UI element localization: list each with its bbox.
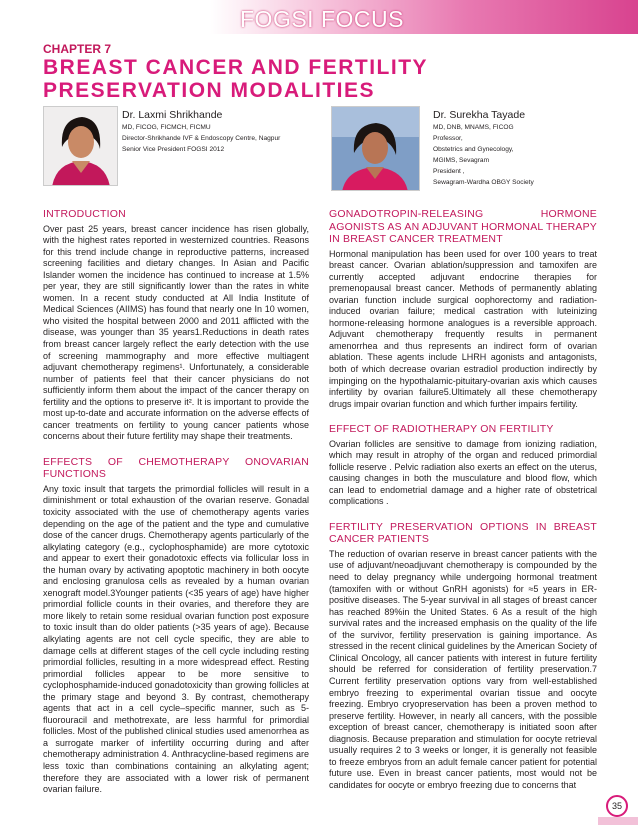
section-heading-chemotherapy: EFFECTS OF CHEMOTHERAPY ONOVARIAN FUNCTIONS (43, 455, 309, 481)
page-number: 35 (606, 795, 628, 817)
author-institution: MGIMS, Sevagram (433, 157, 490, 164)
author-photo-tayade (331, 106, 420, 191)
author-name: Dr. Surekha Tayade (433, 109, 526, 121)
chemotherapy-paragraph: Any toxic insult that targets the primordial follicles will result in a diminishment or total exhaustion of the ovarian reserve. Gonadal toxicity associated with the use of chemotherapy agents varies depending on the age of the patient and the type and cumulative dose of the cancer drugs. Chemotherapy agents particularly of the alkylating category (e.g., cyclophosphamide) are more cytotoxic and appear to exert their gonadotoxic effects via follicular loss in the human ovary by activating apoptotic machinery in both oocyte and enclosing granulosa cells as revealed by a human ovarian xenograft model.3Younger patients (<35 years of age) have higher primordial follicle counts in their ovaries, and therefore they are more likely to retain some residual ovarian function post exposure to toxic insult than do older patients (>35 years of age). Because alkylating agents are not cell cycle specific, they are able to damage cells at different stages of the cell cycle including resting primordial follicles, resulting in a more widespread effect. Resting primordial follicles appear to be more sensitive to cyclophosphamide-induced gonadotoxicity than growing follicles at the primary stage and beyond 3. By contrast, chemotherapy agents that act in a cell cycle–specific manner, such as 5-fluorouracil and methotrexate, are less harmful for primordial follicles. Most of the published clinical studies used amenorrhea as a surrogate marker of infertility occurring during and after chemotherapy administration 4. Anthracycline-based regimens are less toxic than combinations containing an alkylating agent; therefore they are associated with a lower risk of permanent ovarian failure. (43, 483, 309, 795)
author-name: Dr. Laxmi Shrikhande (122, 109, 223, 121)
left-column (43, 208, 309, 796)
author-info-shrikhande (122, 108, 322, 155)
fertility-preservation-paragraph: The reduction of ovarian reserve in breast cancer patients with the use of adjuvant/neoadjuvant chemotherapy is compounded by the need to delay pregnancy while undergoing hormonal treatment (tamoxifen with or without GnRH agonists) for ≈5 years in ER-positive diseases. The 5-year survival in all stages of breast cancer has reached 89%in the United States. 6 As a result of the high survival rates and the increased emphasis on the quality of the life of the survivor, fertility preservation is gaining importance. As stressed in the recent clinical guidelines by the American Society of Clinical Oncology, all cancer patients with interest in future fertility should be referred for consideration of fertility preservation.7 Current fertility preservation options vary from well-established embryo freezing to experimental ovarian tissue and oocyte freezing. Embryo cryopreservation has been a proven method to preserve fertility. However, in nearly all cancers, with the possible exception of breast cancer, chemotherapy is initiated soon after diagnosis. Because preparation and stimulation for oocyte retrieval usually requires 2 to 3 weeks or longer, it is generally not feasible to freeze embryos from an adult female cancer patient for potential future use. Even in breast cancer patients, most would not be candidates for oocyte or embryo freezing due to concerns that (329, 548, 597, 790)
footer-corner-band (598, 817, 638, 825)
author-society: Sewagram-Wardha OBGY Society (433, 179, 534, 186)
author-role: President , (433, 168, 465, 175)
author-info-tayade (433, 108, 623, 188)
author-role: Senior Vice President FOGSI 2012 (122, 146, 225, 153)
author-department: Obstetrics and Gynecology, (433, 146, 514, 153)
section-heading-gnrh: GONADOTROPIN-RELEASING HORMONE AGONISTS AS AN ADJUVANT HORMONAL THERAPY IN BREAST CANCER TREATMENT (329, 208, 597, 245)
section-heading-fertility-preservation: FERTILITY PRESERVATION OPTIONS IN BREAST CANCER PATIENTS (329, 520, 597, 546)
author-position: Professor, (433, 135, 463, 142)
journal-title: FOGSI FOCUS (240, 6, 404, 32)
gnrh-paragraph: Hormonal manipulation has been used for over 100 years to treat breast cancer. Ovarian ablation/suppression and tamoxifen are currently accepted adjuvant endocrine therapies for premenopausal breast cancer. Methods of permanently ablating ovarian function include surgical oophorectomy and radiation-induced ovarian failure; medical castration with luteinizing hormone-releasing hormone analogues is a reversible approach. Adjuvant chemotherapy frequently results in permanent amenorrhea and thus represents an indirect form of ovarian ablation. These agents include LHRH agonists and antagonists, both of which decrease ovarian estradiol production indirectly by impinging on the hypothalamic-pituitary-ovarian axis which causes infertility by ovarian failure5.Ultimately all these chemotherapy drugs impair ovarian function and which further impairs fertility. (329, 248, 597, 409)
section-heading-introduction: INTRODUCTION (43, 208, 126, 220)
right-column (329, 208, 597, 791)
chapter-label: CHAPTER 7 (43, 42, 112, 56)
author-photo-shrikhande (43, 106, 118, 186)
author-affiliation: Director-Shrikhande IVF & Endoscopy Centre, Nagpur (122, 135, 281, 142)
introduction-paragraph: Over past 25 years, breast cancer incidence has risen globally, with the highest rates reported in westernized countries. Reasons for this trend include change in reproductive patterns, increased screening facilities and dietary changes. In Asian and Pacific Islander women the incidence has continued to increase at 1.5% per year, they are still significantly lower than the rates in white women. In a recent study conducted at All India Institute of Medical Sciences (AIIMS) has found that nearly one In 10 women, who visited the hospital between 2000 and 2011 afflicted with the disease, was younger than 35 years1.Reductions in death rates from breast cancer largely reflect the early detection with the use of screening mammography and more effective multiagent adjuvant chemotherapy regimens¹. Unfortunately, a considerable number of patients feel that their cancer physicians do not sufficiently inform them about the impact of the cancer therapy on fertility and the options to preserve it². It is important to provide the most up-to-date and accurate information on the adverse effects of cancer treatments on fertility to young cancer patients whose concerns about their future fertility may shape their treatments. (43, 223, 309, 442)
radiotherapy-paragraph: Ovarian follicles are sensitive to damage from ionizing radiation, which may result in atrophy of the organ and reduced primordial follicle reserve . Pelvic radiation also exerts an effect on the uterus, causing changes in both the musculature and blood flow, which can lead to endometrial damage and a higher rate of obstetrical complications . (329, 438, 597, 507)
author-credentials: MD, DNB, MNAMS, FICOG (433, 124, 514, 131)
author-credentials: MD, FICOG, FICMCH, FICMU (122, 124, 211, 131)
section-heading-radiotherapy: EFFECT OF RADIOTHERAPY ON FERTILITY (329, 423, 554, 436)
article-title: BREAST CANCER AND FERTILITY PRESERVATION MODALITIES (43, 56, 428, 102)
